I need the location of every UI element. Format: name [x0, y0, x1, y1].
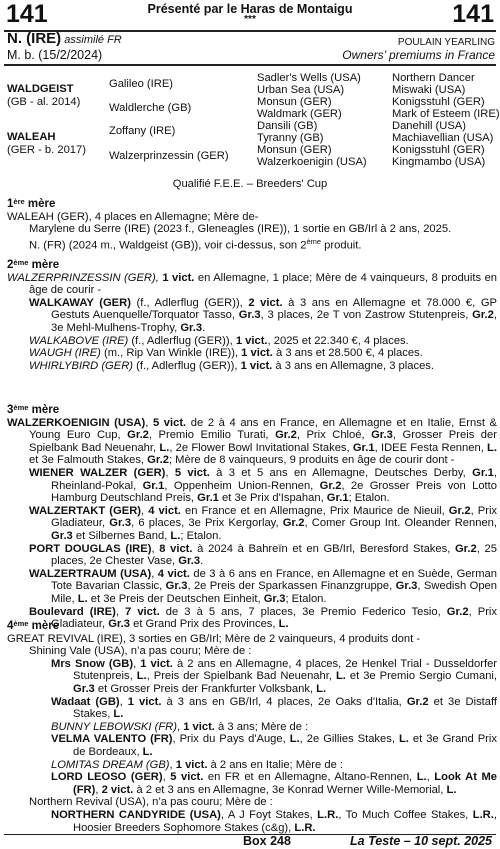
- pedigree-g2: Waldlerche (GB): [109, 102, 192, 114]
- produce-line: WHIRLYBIRD (GER) (f., Adlerflug (GER)), 1 vict. à 3 ans en Allemagne, 3 places.: [29, 359, 435, 372]
- pedigree-g4: Mark of Esteem (IRE): [392, 108, 500, 120]
- sire-info: (GB - al. 2014): [7, 96, 81, 108]
- dam-name: WALEAH: [7, 131, 56, 143]
- produce-line: WALKABOVE (IRE) (f., Adlerflug (GER)), 1 vict., 2025 et 22.340 €, 4 places.: [29, 334, 409, 347]
- produce-line: WALZERTRAUM (USA), 4 vict. de 3 à 6 ans en France, en Allemagne et en Suède, German Tote Bavarian Classic, Gr.3, 2e Preis der Sparkassen Finanzgruppe, Gr.3, Swedish Open Mile, L. et 3e Preis der Deutschen Einheit, Gr.3; Etalon.: [29, 567, 497, 605]
- pedigree-g2: Zoffany (IRE): [109, 125, 176, 137]
- sale-place-date: La Teste – 10 sept. 2025: [350, 834, 492, 848]
- produce-line: Shining Vale (USA), n’a pas couru; Mère de :: [29, 645, 252, 658]
- pedigree-g3: Sadler's Wells (USA): [257, 72, 361, 84]
- lot-number-left: 141: [6, 0, 48, 28]
- section-second-dam: [7, 259, 497, 372]
- produce-line: N. (FR) (2024 m., Waldgeist (GB)), voir ci-dessus, son 2ème produit.: [29, 236, 362, 252]
- horse-name: N. (IRE): [7, 30, 62, 47]
- pedigree-g4: Konigsstuhl (GER): [392, 144, 485, 156]
- produce-line: LORD LEOSO (GER), 5 vict. en FR et en Allemagne, Altano-Rennen, L., Look At Me (FR), 2 vict. à 2 et 3 ans en Allemagne, 3e Konrad Werner Wille-Memorial, L.: [51, 771, 498, 796]
- section-first-dam: [7, 198, 497, 252]
- dam-paragraph: GREAT REVIVAL (IRE), 3 sorties en GB/Irl; Mère de 2 vainqueurs, 4 produits dont -: [7, 632, 421, 645]
- pedigree-g4: Kingmambo (USA): [392, 156, 486, 168]
- owners-premiums: Owners’ premiums in France: [342, 48, 495, 62]
- produce-line: WAUGH (IRE) (m., Rip Van Winkle (IRE)), 1 vict. à 3 ans et 28.500 €, 4 places.: [29, 347, 423, 360]
- dam-info: (GER - b. 2017): [7, 144, 86, 156]
- produce-line: NORTHERN CANDYRIDE (USA), A J Foyt Stakes, L.R., To Much Coffee Stakes, L.R., Hoosier Breeders Sophomore Stakes (c&g), L.R.: [51, 808, 497, 834]
- produce-line: Marylene du Serre (IRE) (2023 f., Gleneagles (IRE)), 1 sortie en GB/Irl à 2 ans, 2025.: [29, 223, 452, 236]
- pedigree-g2: Galileo (IRE): [109, 78, 174, 90]
- produce-line: WALKAWAY (GER) (f., Adlerflug (GER)), 2 vict. à 3 ans en Allemagne et 78.000 €, GP Gestuts Auenquelle/Torquator Tasso, Gr.3, 3 places, 2e T von Zastrow Stutenpreis, Gr.2, 3e Mehl-Mulhens-Trophy, Gr.3.: [29, 296, 497, 334]
- qualification: Qualifié F.E.E. – Breeders' Cup: [172, 178, 328, 190]
- produce-line: BUNNY LEBOWSKI (FR), 1 vict. à 3 ans; Mère de :: [51, 720, 309, 733]
- pedigree-g4: Danehill (USA): [392, 120, 466, 132]
- produce-line: Mrs Snow (GB), 1 vict. à 2 ans en Allemagne, 4 places, 2e Henkel Trial - Dusseldorfer Stutenpreis, L., Preis der Spielbank Bad Neuenahr, L. et 3e Premio Sergio Cumani, Gr.3 et Grosser Preis der Frankfurter Volksbank, L.: [51, 657, 498, 695]
- produce-line: Wadaat (GB), 1 vict. à 3 ans en GB/Irl, 4 places, 2e Oaks d'Italia, Gr.2 et 3e Distaff Stakes, L.: [51, 695, 498, 721]
- divider-top: [4, 30, 496, 32]
- section-heading: 2ème mère: [7, 258, 60, 271]
- pedigree-g2: Walzerprinzessin (GER): [109, 150, 229, 162]
- pedigree-g3: Walzerkoenigin (USA): [257, 156, 367, 168]
- produce-line: Boulevard (IRE), 7 vict. de 3 à 5 ans, 7 places, 3e Premio Federico Tesio, Gr.2, Prix Gladiateur, Gr.3 et Grand Prix des Provinces, L.: [29, 605, 498, 631]
- pedigree-g4: Konigsstuhl (GER): [392, 96, 485, 108]
- dam-paragraph: WALZERPRINZESSIN (GER), 1 vict. en Allemagne, 1 place; Mère de 4 vainqueurs, 8 produits en âge de courir -: [7, 271, 498, 297]
- pedigree-g3: Waldmark (GER): [257, 108, 342, 120]
- produce-line: WIENER WALZER (GER), 5 vict. à 3 et 5 ans en Allemagne, Deutsches Derby, Gr.1, Rheinland-Pokal, Gr.1, Oppenheim Union-Rennen, Gr.2, 2e Grosser Preis von Lotto Hamburg Deutschland Preis, Gr.1 et 3e Prix d'Ispahan, Gr.1; Etalon.: [29, 466, 498, 505]
- sex-birth: M. b. (15/2/2024): [7, 48, 103, 62]
- section-heading: 4ème mère: [7, 619, 60, 632]
- pedigree-g4: Northern Dancer: [392, 72, 475, 84]
- pedigree-g4: Machiavellian (USA): [392, 132, 494, 144]
- stars: ***: [244, 14, 256, 25]
- box-number: Box 248: [243, 834, 291, 848]
- divider-pedigree: [4, 64, 496, 66]
- lot-number-right: 141: [452, 0, 494, 28]
- pedigree-g3: Dansili (GB): [257, 120, 318, 132]
- section-heading: 1ère mère: [7, 197, 56, 210]
- pedigree-g3: Monsun (GER): [257, 96, 332, 108]
- pedigree-g3: Urban Sea (USA): [257, 84, 345, 96]
- pedigree-g4: Miswaki (USA): [392, 84, 466, 96]
- produce-line: LOMITAS DREAM (GB), 1 vict. à 2 ans en Italie; Mère de :: [51, 758, 344, 771]
- dam-paragraph: WALZERKOENIGIN (USA), 5 vict. de 2 à 4 ans en France, en Allemagne et en Italie, Ernst & Young Euro Cup, Gr.2, Premio Emilio Turati, Gr.2, Prix Chloé, Gr.3, Grosser Preis der Spielbank Bad Neuenahr, L., 2e Flower Bowl Invitational Stakes, Gr.1, IDEE Festa Rennen, L. et 3e Falmouth Stakes, Gr.2; Mère de 8 vainqueurs, 9 produits en âge de courir dont -: [7, 416, 497, 467]
- dam-paragraph: WALEAH (GER), 4 places en Allemagne; Mère de-: [7, 210, 259, 223]
- produce-line: PORT DOUGLAS (IRE), 8 vict. à 2024 à Bahreïn et en GB/Irl, Beresford Stakes, Gr.2, 25 places, 2e Chester Vase, Gr.3.: [29, 542, 497, 568]
- section-third-dam: [7, 404, 497, 631]
- category: POULAIN YEARLING: [397, 37, 495, 48]
- produce-line: VELMA VALENTO (FR), Prix du Pays d'Auge, L., 2e Gillies Stakes, L. et 3e Grand Prix de Bordeaux, L.: [51, 733, 497, 758]
- sire-name: WALDGEIST: [7, 83, 74, 95]
- section-heading: 3ème mère: [7, 403, 60, 416]
- produce-line: WALZERTAKT (GER), 4 vict. en France et en Allemagne, Prix Maurice de Nieuil, Gr.2, Prix Gladiateur, Gr.3, 6 places, 3e Prix Kergorlay, Gr.2, Comer Group Int. Oleander Rennen, Gr.3 et Silbernes Band, L.; Etalon.: [29, 504, 498, 542]
- produce-line: Northern Revival (USA), n’a pas couru; Mère de :: [29, 796, 273, 809]
- horse-name-line: [7, 30, 122, 47]
- pedigree-g3: Monsun (GER): [257, 144, 332, 156]
- assimile-note: assimilé FR: [64, 34, 122, 46]
- pedigree-g3: Tyranny (GB): [257, 132, 324, 144]
- section-fourth-dam: [7, 620, 497, 834]
- consignor-title: Présenté par le Haras de Montaigu: [147, 2, 353, 16]
